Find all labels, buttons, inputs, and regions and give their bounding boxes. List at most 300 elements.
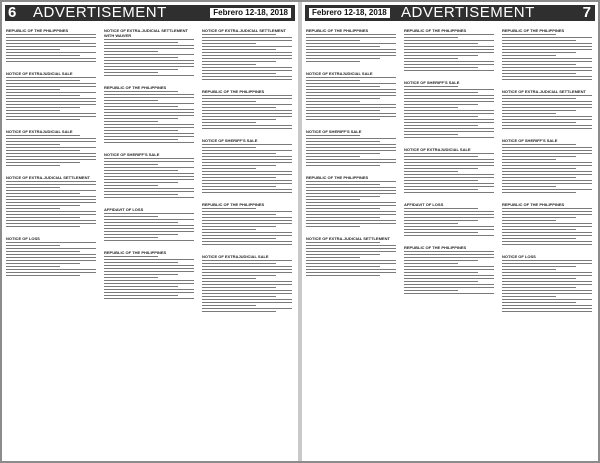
notice-gap: [104, 301, 194, 306]
text-line: [502, 208, 592, 209]
left-column-3: [202, 26, 292, 458]
text-line: [404, 86, 458, 87]
text-line: [404, 177, 494, 178]
text-line: [104, 115, 194, 116]
text-line: [502, 49, 592, 50]
text-line: [6, 202, 96, 203]
notice-heading: NOTICE OF LOSS: [6, 236, 40, 241]
text-line: [306, 138, 396, 139]
notice-gap: [202, 195, 292, 200]
text-line: [6, 37, 96, 38]
text-line: [306, 101, 360, 102]
right-page-date: Febrero 12-18, 2018: [309, 8, 390, 18]
text-line: [404, 34, 494, 35]
text-line: [104, 268, 194, 269]
notice-gap: [306, 168, 396, 173]
text-line: [306, 34, 396, 35]
text-line: [6, 263, 80, 264]
text-line: [6, 113, 96, 114]
text-line: [202, 217, 292, 218]
text-line: [6, 220, 96, 221]
left-page-title: ADVERTISEMENT: [33, 4, 167, 21]
text-line: [404, 226, 494, 227]
text-line: [104, 292, 194, 293]
notice-heading: AFFIDAVIT OF LOSS: [404, 202, 444, 207]
text-line: [6, 208, 60, 209]
text-line: [404, 92, 478, 93]
text-line: [104, 182, 178, 183]
text-line: [502, 119, 592, 120]
text-line: [104, 231, 194, 232]
text-line: [104, 91, 178, 92]
notice-heading: NOTICE OF EXTRAJUDICIAL SALE: [6, 71, 73, 76]
text-line: [404, 257, 494, 258]
right-column-2: [404, 26, 494, 458]
notice-gap: [6, 229, 96, 234]
text-line: [6, 269, 96, 270]
text-line: [502, 174, 592, 175]
text-line: [202, 165, 276, 166]
text-line: [502, 144, 576, 145]
text-line: [306, 113, 396, 114]
text-line: [6, 144, 60, 145]
notice-heading: REPUBLIC OF THE PHILIPPINES: [104, 250, 167, 255]
text-line: [6, 46, 96, 47]
text-line: [306, 89, 396, 90]
text-line: [306, 251, 396, 252]
text-line: [202, 101, 256, 102]
left-page: [2, 2, 298, 461]
left-page-number: 6: [8, 4, 17, 21]
text-line: [502, 226, 592, 227]
text-line: [502, 299, 592, 300]
text-line: [6, 89, 60, 90]
text-line: [404, 214, 494, 215]
text-line: [104, 139, 178, 140]
text-line: [202, 128, 292, 129]
text-line: [104, 136, 194, 137]
text-line: [6, 275, 80, 276]
text-line: [104, 283, 194, 284]
text-line: [6, 138, 96, 139]
text-line: [202, 211, 292, 212]
text-line: [502, 55, 556, 56]
text-line: [404, 125, 478, 126]
text-line: [306, 242, 380, 243]
text-line: [202, 70, 292, 71]
text-line: [502, 238, 576, 239]
text-line: [104, 51, 158, 52]
text-line: [104, 42, 178, 43]
text-line: [104, 63, 194, 64]
text-line: [104, 112, 194, 113]
text-line: [6, 196, 96, 197]
notice-gap: [404, 73, 494, 78]
text-line: [202, 110, 292, 111]
text-line: [202, 269, 292, 270]
text-line: [404, 266, 494, 267]
notice-heading: REPUBLIC OF THE PHILIPPINES: [404, 28, 467, 33]
notice-gap: [202, 131, 292, 136]
text-line: [6, 77, 96, 78]
text-line: [502, 290, 592, 291]
text-line: [6, 92, 96, 93]
text-line: [6, 226, 80, 227]
text-line: [404, 128, 494, 129]
text-line: [6, 150, 80, 151]
text-line: [404, 61, 494, 62]
text-line: [202, 58, 292, 59]
text-line: [306, 260, 396, 261]
text-line: [104, 158, 194, 159]
text-line: [202, 107, 276, 108]
text-line: [6, 80, 80, 81]
notice-gap: [502, 82, 592, 87]
text-line: [104, 142, 194, 143]
text-line: [202, 125, 292, 126]
text-line: [404, 189, 478, 190]
text-line: [502, 214, 592, 215]
text-line: [104, 57, 178, 58]
text-line: [502, 37, 592, 38]
text-line: [404, 223, 458, 224]
text-line: [502, 150, 592, 151]
text-line: [404, 183, 494, 184]
text-line: [306, 211, 396, 212]
text-line: [502, 95, 592, 96]
text-line: [306, 153, 380, 154]
text-line: [404, 104, 478, 105]
text-line: [502, 284, 592, 285]
text-line: [104, 54, 194, 55]
text-line: [202, 308, 292, 309]
text-line: [404, 46, 494, 47]
text-line: [104, 225, 194, 226]
text-line: [202, 214, 276, 215]
text-line: [404, 55, 478, 56]
text-line: [306, 43, 396, 44]
notice-gap: [202, 82, 292, 87]
text-line: [306, 257, 360, 258]
notice-heading: NOTICE OF EXTRA-JUDICIAL SETTLEMENT: [306, 236, 390, 241]
text-line: [502, 220, 556, 221]
text-line: [202, 150, 292, 151]
text-line: [202, 171, 292, 172]
text-line: [202, 278, 256, 279]
text-line: [202, 116, 292, 117]
text-line: [502, 275, 592, 276]
text-line: [306, 263, 396, 264]
text-line: [404, 272, 478, 273]
text-line: [202, 46, 292, 47]
text-line: [202, 305, 256, 306]
text-line: [404, 40, 494, 41]
text-line: [6, 135, 80, 136]
text-line: [404, 95, 494, 96]
text-line: [404, 165, 494, 166]
text-line: [404, 229, 494, 230]
text-line: [306, 55, 396, 56]
text-line: [6, 156, 96, 157]
text-line: [502, 296, 556, 297]
text-line: [104, 161, 194, 162]
text-line: [404, 168, 478, 169]
right-page: [302, 2, 598, 461]
text-line: [6, 205, 80, 206]
text-line: [202, 290, 292, 291]
text-line: [502, 266, 576, 267]
text-line: [306, 254, 380, 255]
text-line: [202, 79, 292, 80]
text-line: [6, 214, 96, 215]
text-line: [104, 286, 178, 287]
text-line: [104, 216, 158, 217]
notice-gap: [502, 195, 592, 200]
text-line: [104, 170, 178, 171]
text-line: [6, 211, 96, 212]
text-line: [306, 272, 396, 273]
text-line: [306, 156, 360, 157]
text-line: [306, 77, 396, 78]
text-line: [502, 67, 592, 68]
text-line: [306, 61, 360, 62]
text-line: [306, 245, 396, 246]
text-line: [6, 110, 60, 111]
text-line: [502, 43, 592, 44]
text-line: [6, 165, 60, 166]
text-line: [104, 265, 194, 266]
notice-heading: NOTICE OF SHERIFF'S SALE: [104, 152, 160, 157]
text-line: [502, 311, 592, 312]
right-page-header: [305, 5, 595, 21]
notice-gap: [306, 229, 396, 234]
text-line: [502, 153, 592, 154]
text-line: [104, 60, 194, 61]
text-line: [6, 248, 96, 249]
text-line: [502, 110, 576, 111]
text-line: [104, 237, 158, 238]
text-line: [104, 219, 194, 220]
text-line: [306, 135, 360, 136]
text-line: [502, 183, 592, 184]
text-line: [404, 174, 494, 175]
text-line: [502, 217, 576, 218]
text-line: [502, 305, 592, 306]
text-line: [404, 52, 494, 53]
text-line: [104, 118, 178, 119]
notice-gap: [306, 278, 396, 283]
text-line: [202, 37, 292, 38]
text-line: [404, 122, 494, 123]
notice-gap: [104, 145, 194, 150]
text-line: [6, 107, 80, 108]
text-line: [404, 58, 458, 59]
notice-gap: [6, 168, 96, 173]
text-line: [502, 287, 576, 288]
text-line: [104, 228, 194, 229]
text-line: [104, 222, 178, 223]
notice-gap: [202, 247, 292, 252]
text-line: [6, 58, 96, 59]
notice-heading: REPUBLIC OF THE PHILIPPINES: [502, 28, 565, 33]
text-line: [202, 296, 276, 297]
text-line: [202, 192, 292, 193]
text-line: [6, 187, 60, 188]
text-line: [502, 272, 592, 273]
right-column-1: [306, 26, 396, 458]
text-line: [502, 104, 592, 105]
text-line: [6, 254, 96, 255]
text-line: [202, 226, 276, 227]
text-line: [202, 266, 292, 267]
notice-heading: REPUBLIC OF THE PHILIPPINES: [404, 245, 467, 250]
text-line: [104, 100, 158, 101]
text-line: [306, 144, 396, 145]
left-column-1: [6, 26, 96, 458]
notice-heading: NOTICE OF EXTRAJUDICIAL SALE: [6, 129, 73, 134]
text-line: [502, 58, 592, 59]
text-line: [502, 79, 592, 80]
text-line: [306, 95, 396, 96]
text-line: [404, 275, 494, 276]
text-line: [502, 308, 592, 309]
text-line: [306, 184, 380, 185]
text-line: [6, 190, 96, 191]
text-line: [404, 269, 494, 270]
text-line: [202, 49, 276, 50]
notice-heading: NOTICE OF SHERIFF'S SALE: [202, 138, 258, 143]
text-line: [202, 73, 276, 74]
notice-heading: NOTICE OF LOSS: [502, 254, 536, 259]
text-line: [6, 181, 96, 182]
text-line: [502, 52, 576, 53]
text-line: [202, 174, 292, 175]
text-line: [404, 137, 494, 138]
text-line: [306, 223, 396, 224]
text-line: [202, 232, 292, 233]
text-line: [404, 281, 478, 282]
text-line: [306, 52, 396, 53]
text-line: [104, 194, 178, 195]
text-line: [202, 235, 292, 236]
text-line: [404, 220, 478, 221]
text-line: [6, 98, 96, 99]
notice-gap: [404, 238, 494, 243]
text-line: [202, 183, 292, 184]
text-line: [104, 72, 158, 73]
text-line: [104, 240, 194, 241]
text-line: [502, 186, 556, 187]
text-line: [202, 104, 292, 105]
text-line: [502, 98, 576, 99]
text-line: [306, 193, 396, 194]
text-line: [404, 43, 478, 44]
text-line: [404, 64, 494, 65]
left-page-date: Febrero 12-18, 2018: [210, 8, 291, 18]
text-line: [306, 92, 396, 93]
text-line: [104, 75, 194, 76]
text-line: [306, 165, 380, 166]
text-line: [202, 260, 292, 261]
text-line: [104, 262, 178, 263]
text-line: [6, 101, 96, 102]
text-line: [104, 234, 178, 235]
text-line: [306, 162, 396, 163]
text-line: [502, 147, 592, 148]
text-line: [202, 122, 256, 123]
text-line: [404, 186, 494, 187]
text-line: [502, 116, 592, 117]
text-line: [306, 49, 396, 50]
text-line: [404, 107, 458, 108]
notice-gap: [404, 195, 494, 200]
text-line: [306, 159, 396, 160]
text-line: [6, 104, 96, 105]
text-line: [502, 70, 592, 71]
notice-gap: [306, 64, 396, 69]
text-line: [404, 162, 494, 163]
text-line: [104, 295, 178, 296]
notice-gap: [306, 122, 396, 127]
notice-gap: [202, 314, 292, 319]
right-column-3: [502, 26, 592, 458]
text-line: [104, 164, 158, 165]
text-line: [306, 37, 396, 38]
text-line: [104, 66, 194, 67]
text-line: [104, 185, 158, 186]
text-line: [104, 173, 194, 174]
text-line: [502, 293, 592, 294]
notice-gap: [6, 278, 96, 283]
text-line: [502, 235, 592, 236]
text-line: [202, 162, 292, 163]
text-line: [306, 214, 396, 215]
text-line: [104, 191, 194, 192]
text-line: [306, 147, 396, 148]
text-line: [202, 61, 276, 62]
text-line: [202, 40, 292, 41]
text-line: [502, 211, 592, 212]
text-line: [502, 165, 592, 166]
text-line: [306, 110, 380, 111]
text-line: [502, 122, 576, 123]
text-line: [6, 193, 80, 194]
text-line: [104, 45, 194, 46]
text-line: [306, 226, 360, 227]
notice-heading: NOTICE OF SHERIFF'S SALE: [502, 138, 558, 143]
text-line: [502, 107, 592, 108]
text-line: [306, 141, 380, 142]
text-line: [6, 217, 80, 218]
text-line: [306, 208, 380, 209]
text-line: [6, 43, 96, 44]
text-line: [104, 124, 194, 125]
text-line: [202, 263, 276, 264]
text-line: [404, 192, 494, 193]
text-line: [404, 110, 494, 111]
text-line: [6, 83, 96, 84]
text-line: [404, 263, 458, 264]
text-line: [404, 67, 478, 68]
text-line: [104, 188, 194, 189]
text-line: [104, 48, 194, 49]
text-line: [502, 76, 592, 77]
notice-gap: [104, 78, 194, 83]
text-line: [6, 49, 60, 50]
text-line: [6, 141, 96, 142]
text-line: [306, 150, 396, 151]
text-line: [202, 153, 276, 154]
